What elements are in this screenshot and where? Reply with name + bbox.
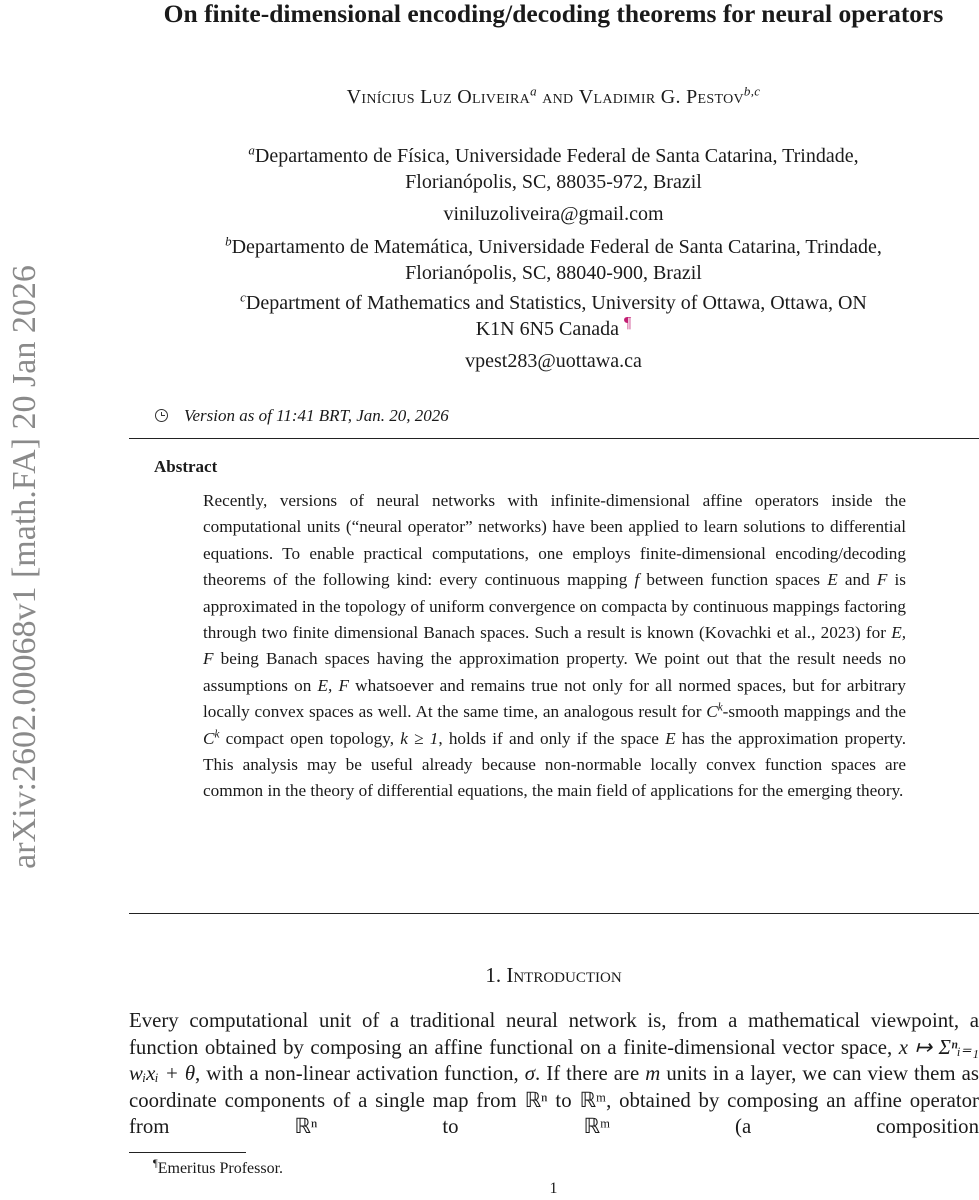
- affiliation-text: K1N 6N5 Canada: [475, 318, 620, 340]
- version-line: [155, 406, 449, 426]
- affiliation-text: Florianópolis, SC, 88035-972, Brazil: [405, 171, 702, 193]
- affiliation-mark: a: [248, 142, 255, 158]
- footnote-mark: ¶: [153, 1158, 158, 1170]
- formula: x ↦ Σⁿᵢ₌₁ wᵢxᵢ + θ: [129, 1035, 979, 1086]
- author-name: Vladimir G. Pestov: [578, 86, 744, 108]
- bottom-rule: [129, 913, 979, 914]
- affiliation-b: [128, 234, 979, 286]
- affiliation-mark: b: [225, 233, 232, 249]
- affiliation-c: [128, 290, 979, 374]
- abstract-heading: Abstract: [154, 457, 218, 476]
- abstract-body: Recently, versions of neural networks with infinite-dimensional affine operators inside the computational units (“neural operator” networks) have been applied to learn solutions to differential equations. To enable practical computations, one employs finite-dimensional encoding/decoding theorems of the following kind: every continuous mapping f between function spaces E and F is approximated in the topology of uniform convergence on compacta by continuous mappings factoring through two finite dimensional Banach spaces. Such a result is known (Kovachki et al., 2023) for E, F being Banach spaces having the approximation property. We point out that the result needs no assumptions on E, F whatsoever and remains true not only for all normed spaces, but for arbitrary locally convex spaces as well. At the same time, an analogous result for $C^k$-smooth mappings and the $C^k$ compact open topology, k ≥ 1, holds if and only if the space E has the approximation property. This analysis may be useful already because non-normable locally convex function spaces are common in the theory of differential equations, the main field of applications for the emerging theory.: [203, 491, 906, 801]
- footnote-rule: [129, 1152, 246, 1153]
- email-link[interactable]: viniluzoliveira@gmail.com: [443, 203, 664, 225]
- author-affiliation-mark: a: [530, 83, 537, 99]
- version-text: Version as of 11:41 BRT, Jan. 20, 2026: [184, 406, 449, 425]
- affiliation-text: Florianópolis, SC, 88040-900, Brazil: [405, 262, 702, 284]
- footnote-text: Emeritus Professor.: [157, 1160, 284, 1177]
- top-rule: [129, 438, 979, 439]
- intro-paragraph: Every computational unit of a traditional neural network is, from a mathematical viewpoint, a function obtained by composing an affine functional on a finite-dimensional vector space, x ↦ Σⁿᵢ₌₁ wᵢxᵢ + θ, with a non-linear activation function, σ. If there are m units in a layer, we can view them as coordinate components of a single map from ℝⁿ to ℝᵐ, obtained by composing an affine operator from ℝⁿ to ℝᵐ (a composition: [129, 1009, 979, 1139]
- arxiv-identifier-stamp: arXiv:2602.00068v1 [math.FA] 20 Jan 2026: [6, 265, 43, 869]
- section-title: Introduction: [506, 963, 622, 987]
- affiliation-a: [128, 143, 979, 227]
- page-number: 1: [549, 1180, 558, 1197]
- email-link[interactable]: vpest283@uottawa.ca: [465, 350, 642, 372]
- affiliation-mark: c: [240, 289, 246, 305]
- author-conjunction: and: [542, 86, 574, 108]
- affiliation-text: Departamento de Matemática, Universidade Federal de Santa Catarina, Trindade,: [231, 236, 882, 258]
- author-line: [128, 83, 979, 109]
- clock-icon: [155, 409, 168, 422]
- section-number: 1.: [485, 963, 502, 987]
- affiliation-text: Department of Mathematics and Statistics, University of Ottawa, Ottawa, ON: [245, 292, 867, 314]
- author-affiliation-mark: b,c: [743, 83, 761, 99]
- author-name: Vinícius Luz Oliveira: [346, 86, 531, 108]
- footnote-link[interactable]: ¶: [624, 314, 632, 332]
- affiliation-text: Departamento de Física, Universidade Federal de Santa Catarina, Trindade,: [254, 145, 859, 167]
- paper-title: On finite-dimensional encoding/decoding theorems for neural operators: [163, 0, 944, 28]
- section-heading: [128, 963, 979, 988]
- footnote: [153, 1160, 283, 1178]
